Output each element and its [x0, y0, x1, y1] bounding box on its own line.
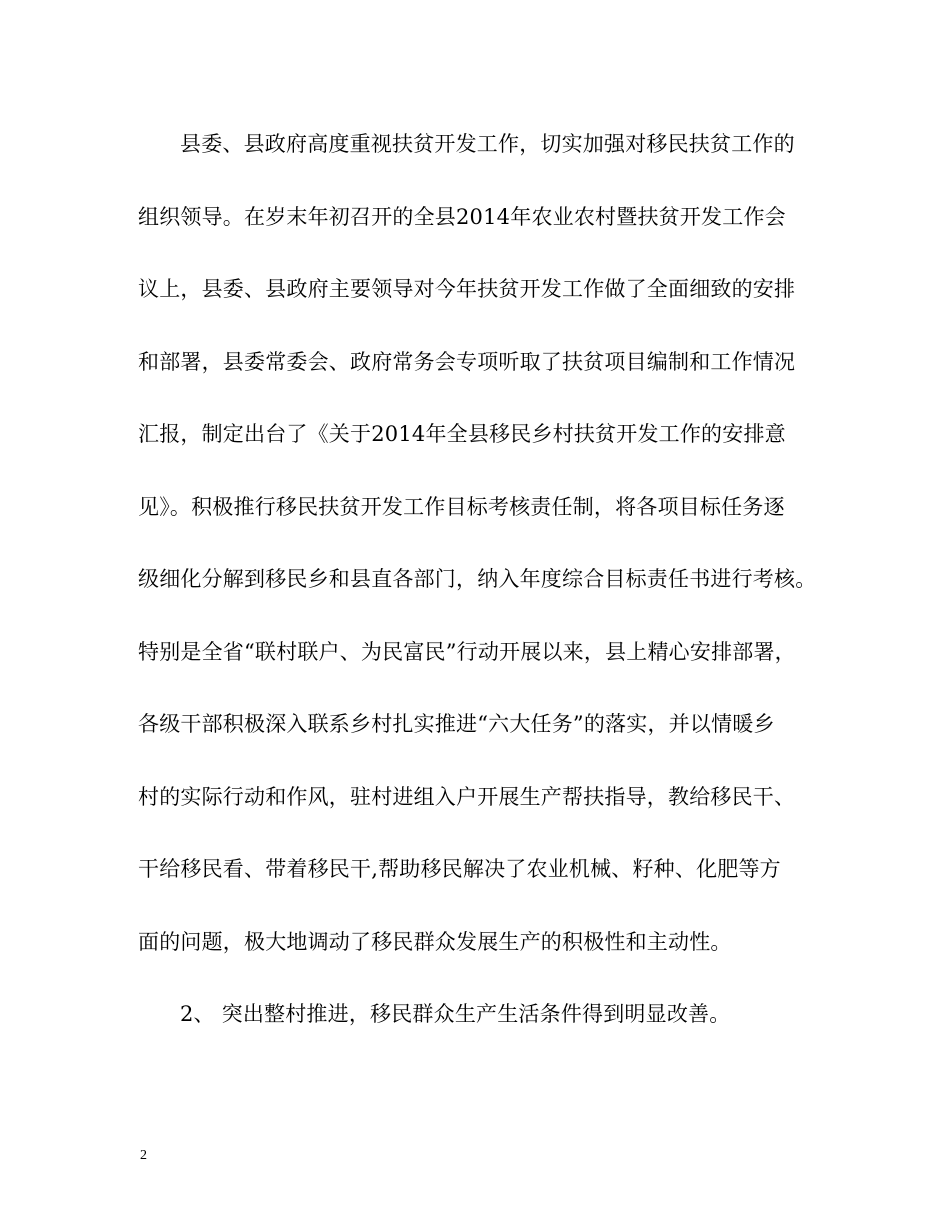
paragraph-line: 级细化分解到移民乡和县直各部门，纳入年度综合目标责任书进行考核。 [138, 567, 817, 591]
paragraph-line: 和部署，县委常委会、政府常务会专项听取了扶贫项目编制和工作情况 [138, 349, 796, 374]
paragraph-line: 议上，县委、县政府主要领导对今年扶贫开发工作做了全面细致的安排 [138, 277, 796, 301]
paragraph-line: 面的问题，极大地调动了移民群众发展生产的积极性和主动性。 [138, 929, 732, 954]
paragraph-line: 特别是全省“联村联户、为民富民”行动开展以来，县上精心安排部署， [138, 639, 796, 664]
page-number: 2 [140, 1148, 147, 1163]
paragraph-line: 各级干部积极深入联系乡村扎实推进“六大任务”的落实，并以情暖乡 [138, 712, 775, 736]
body-text [138, 124, 838, 1067]
paragraph-line: 组织领导。在岁末年初召开的全县2014年农业农村暨扶贫开发工作会 [138, 204, 786, 229]
paragraph-line: 县委、县政府高度重视扶贫开发工作，切实加强对移民扶贫工作的 [180, 132, 795, 156]
paragraph-line: 见》。积极推行移民扶贫开发工作目标考核责任制，将各项目标任务逐 [138, 494, 785, 519]
paragraph-line: 村的实际行动和作风，驻村进组入户开展生产帮扶指导，教给移民干、 [138, 784, 796, 809]
paragraph-line: 干给移民看、带着移民干,帮助移民解决了农业机械、籽种、化肥等方 [138, 857, 781, 881]
section-heading: 2、 突出整村推进，移民群众生产生活条件得到明显改善。 [180, 1002, 731, 1026]
paragraph-line: 汇报，制定出台了《关于2014年全县移民乡村扶贫开发工作的安排意 [138, 422, 786, 446]
